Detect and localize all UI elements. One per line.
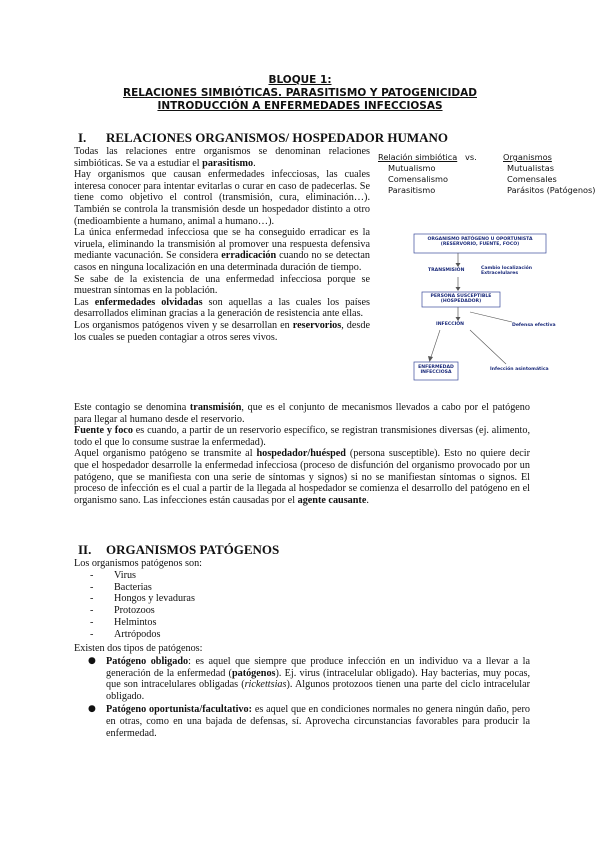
list-item: - Artrópodos [90,628,161,640]
relations-header-vs: vs. [465,152,477,162]
relations-row: Mutualismo Mutualistas [388,163,554,173]
list-item: - Protozoos [90,605,155,617]
paragraph: Los organismos patógenos viven y se desarrollan en reservorios, desde los cuales se pueden contagiar a otros seres vivos. [74,319,370,343]
paragraph: Fuente y foco es cuando, a partir de un reservorio específico, se registran transmisiones diversas (ej. alimento, todo el que lo consume sustrae la enfermedad). [74,425,531,448]
flow-arrowhead [456,317,461,321]
bloque-title: BLOQUE 1: [268,74,332,86]
flow-line [430,330,440,360]
flow-persona-label: PERSONA SUSCEPTIBLE (HOSPEDADOR) [430,294,492,305]
flow-line [470,312,512,322]
section-2-title: ORGANISMOS PATÓGENOS [106,542,280,557]
list-item: - Virus [90,570,137,581]
pathogens-intro: Los organismos patógenos son: [74,558,203,569]
bloque-subtitle: RELACIONES SIMBIÓTICAS. PARASITISMO Y PATOGENICIDAD [123,87,477,99]
bullet-icon: ● [88,656,96,666]
flow-arrowhead [428,356,433,362]
flow-organism-label: ORGANISMO PATÓGENO U OPORTUNISTA (RESERVORIO, FUENTE, FOCO) [427,237,533,248]
relations-header-row [378,152,600,163]
list-item: - Bacterias [90,581,152,593]
section-1-number: I. [78,130,87,145]
pathogen-type-oportunista: ● Patógeno oportunista/facultativo: es aquel que en condiciones normales no genera ningún daño, pero en otras, como en una bajada de defensas, sí. Aprovecha circunstancias favorables para producir la enfermedad. [88,704,530,739]
symbiotic-relations-table [378,152,600,196]
relations-header-organismos: Organismos [503,152,552,162]
flow-enfermedad-label: ENFERMEDAD INFECCIOSA [418,365,454,376]
flow-line [470,330,506,364]
relations-header-relacion: Relación simbiótica [378,152,458,162]
flow-infeccion-label: INFECCIÓN [436,322,465,327]
flow-transmision-label: TRANSMISIÓN [428,268,465,273]
paragraph: Todas las relaciones entre organismos se denominan relaciones simbióticas. Se va a estudiar el parasitismo. [74,146,370,169]
paragraph: La única enfermedad infecciosa que se ha conseguido erradicar es la viruela, eliminando la transmisión al promover una respuesta defensiva mediante vacunación. Se considera erradicación cuando no se detectan casos en ninguna localización en una determinada duración de tiempo. [74,227,370,273]
section-1-wide-text [74,402,530,506]
section-2-number: II. [78,542,92,557]
bloque-intro: INTRODUCCIÓN A ENFERMEDADES INFECCIOSAS [157,100,443,112]
flow-defensa-label: Defensa efectiva [512,323,556,328]
bullet-icon: ● [88,704,96,715]
flow-arrowhead [456,263,461,267]
section-2-heading [78,542,279,557]
paragraph: Hay organismos que causan enfermedades infecciosas, las cuales interesa conocer para intentar evitarlas o curar en caso de padecerlas. Se tiene como objetivo el control (transmisión, cura, eliminación…). También se controla la transmisión desde un hospedador distinto a otro (medioambiente a humano, animal a humano…). [74,169,370,227]
paragraph: Se sabe de la existencia de una enfermedad infecciosa porque se muestran síntomas en la población. [74,273,370,297]
list-item: - Hongos y levaduras [90,593,195,605]
flow-asintomatica-label: Infección asintomática [490,367,549,372]
section-1-narrow-text [74,146,370,343]
flow-cambio-label: Cambio localización Extracelulares [481,266,533,277]
relations-row: Parasitismo Parásitos (Patógenos) [388,185,596,195]
list-item: - Helmintos [90,616,157,628]
section-1-heading [78,130,448,145]
section-1-title: RELACIONES ORGANISMOS/ HOSPEDADOR HUMANO [106,130,449,145]
pathogen-type-obligado: ● Patógeno obligado: es aquel que siempre que produce infección en un individuo va a llevar a la generación de la enfermedad (patógenos). Ej. virus (intracelular obligado). Hay bacterias, muy pocas, que son intracelulares obligadas (rickettsias). Algunos protozoos tienen una parte del ciclo intracelular obligado. [88,656,530,702]
paragraph: Aquel organismo patógeno se transmite al hospedador/huésped (persona susceptible). Esto no quiere decir que el hospedador desarrolle la enfermedad infecciosa (proceso de disfunción del organismo provocado por un patógeno, que se manifiesta con una serie de síntomas y signos) si no se manifiestan síntomas o signos. El proceso de infección es el cual a partir de la llegada al hospedador se comienza el desarrollo del patógeno en el organismo sano. Las infecciones están causadas por el agente causante. [74,448,530,506]
relations-row: Comensalismo Comensales [388,174,557,184]
paragraph: Las enfermedades olvidadas son aquellas a las cuales los países desarrollados eliminan gracias a la generación de resistencia ante ellas. [74,296,370,320]
flow-arrowhead [456,287,461,291]
paragraph: Este contagio se denomina transmisión, que es el conjunto de mecanismos llevados a cabo por el patógeno para llegar al humano desde el reservorio. [74,402,530,425]
pathogen-types-intro: Existen dos tipos de patógenos: [74,643,203,654]
pathogens-list [90,570,195,640]
pathogen-types-list [86,656,530,741]
